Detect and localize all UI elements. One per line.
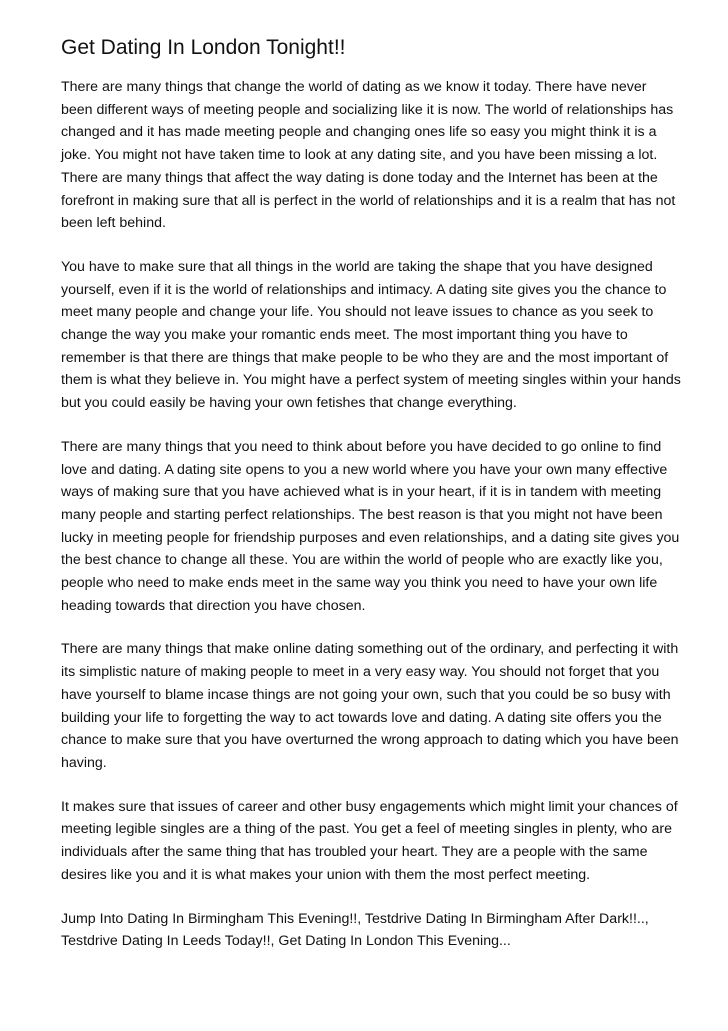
paragraph-1: There are many things that change the world of dating as we know it today. There have never been different ways of meeting people and socializing like it is now. The world of relationships has changed and it has made meeting people and changing ones life so easy you might think it is a joke. You might not have taken time to look at any dating site, and you have been missing a lot. There are many things that affect the way dating is done today and the Internet has been at the forefront in making sure that all is perfect in the world of relationships and it is a realm that has not been left behind.: [61, 79, 676, 232]
paragraph-5: It makes sure that issues of career and other busy engagements which might limit your chances of meeting legible singles are a thing of the past. You get a feel of meeting singles in plenty, who are individuals after the same thing that has troubled your heart. They are a people with the same desires like you and it is what makes your union with them the most perfect meeting.: [61, 798, 678, 883]
paragraph-4: There are many things that make online dating something out of the ordinary, and perfecting it with its simplistic nature of making people to meet in a very easy way. You should not forget that you have yourself to blame incase things are not going your own, such that you could be so busy with building your life to forgetting the way to act towards love and dating. A dating site offers you the chance to make sure that you have overturned the wrong approach to dating which you have been having.: [61, 641, 679, 771]
document-page: [61, 34, 681, 953]
paragraph-3: There are many things that you need to think about before you have decided to go online to find love and dating. A dating site opens to you a new world where you have your own many effective ways of making sure that you have achieved what is in your heart, if it is in tandem with meeting many people and starting perfect relationships. The best reason is that you might not have been lucky in meeting people for friendship purposes and even relationships, and a dating site gives you the best chance to change all these. You are within the world of people who are exactly like you, people who need to make ends meet in the same way you think you need to have your own life heading towards that direction you have chosen.: [61, 438, 680, 614]
page-title: Get Dating In London Tonight!!: [61, 36, 346, 59]
paragraph-2: You have to make sure that all things in the world are taking the shape that you have designed yourself, even if it is the world of relationships and intimacy. A dating site gives you the chance to meet many people and change your life. You should not leave issues to chance as you seek to change the way you make your romantic ends meet. The most important thing you have to remember is that there are things that make people to be who they are and the most important of them is what they believe in. You might have a perfect system of meeting singles within your hands but you could easily be having your own fetishes that change everything.: [61, 258, 681, 412]
article-body: [61, 76, 681, 953]
related-links-paragraph: Jump Into Dating In Birmingham This Evening!!, Testdrive Dating In Birmingham After Dark!!.., Testdrive Dating In Leeds Today!!, Get Dating In London This Evening...: [61, 910, 649, 950]
